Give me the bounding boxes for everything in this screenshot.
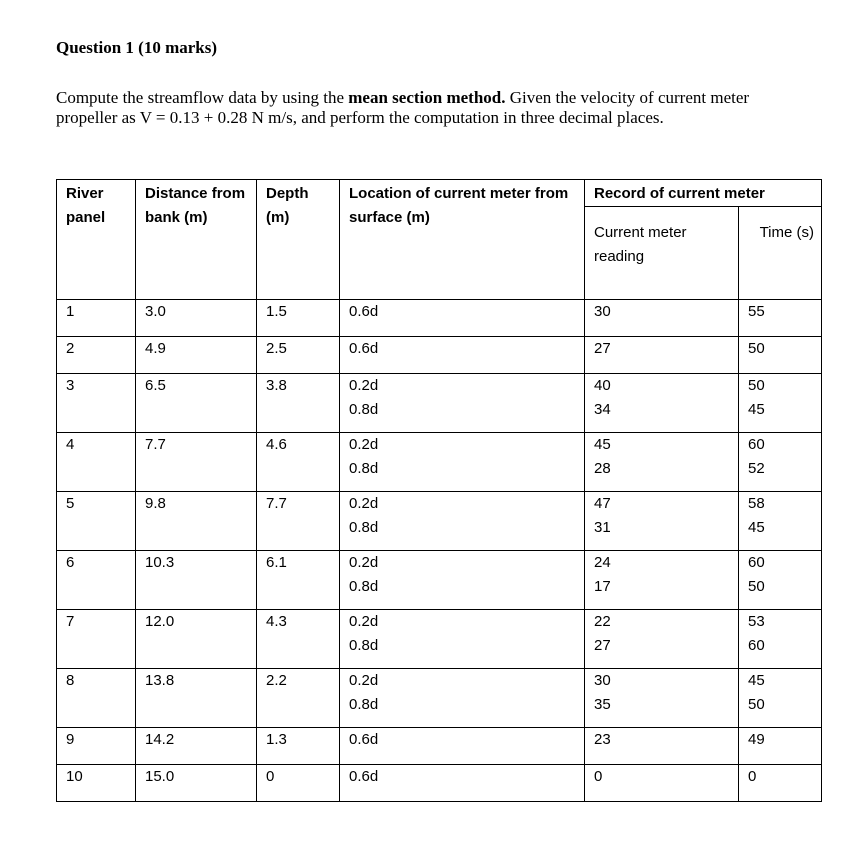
cell-location-value-2: 0.8d xyxy=(349,460,379,477)
table-row xyxy=(57,300,822,337)
method-name: mean section method. xyxy=(348,88,506,107)
header-time: Time (s) xyxy=(739,207,822,300)
cell-reading xyxy=(585,433,739,492)
cell-time-value-2: 45 xyxy=(748,401,765,418)
question-text xyxy=(56,88,786,128)
cell-distance: 13.8 xyxy=(136,669,257,728)
cell-depth: 2.2 xyxy=(257,669,340,728)
cell-location xyxy=(340,492,585,551)
cell-location: 0.6d xyxy=(340,337,585,374)
cell-time xyxy=(739,492,822,551)
cell-time-value-1: 53 xyxy=(748,613,765,630)
cell-distance: 7.7 xyxy=(136,433,257,492)
cell-location-value-1: 0.2d xyxy=(349,436,379,453)
cell-location: 0.6d xyxy=(340,300,585,337)
cell-location-value-1: 0.2d xyxy=(349,554,379,571)
cell-time: 0 xyxy=(739,765,822,802)
cell-time-value-1: 60 xyxy=(748,436,765,453)
cell-reading xyxy=(585,374,739,433)
cell-depth: 0 xyxy=(257,765,340,802)
cell-location-value-1: 0.2d xyxy=(349,613,379,630)
table-row xyxy=(57,610,822,669)
cell-reading: 30 xyxy=(585,300,739,337)
cell-time: 50 xyxy=(739,337,822,374)
cell-location xyxy=(340,669,585,728)
streamflow-table xyxy=(56,179,822,802)
cell-distance: 4.9 xyxy=(136,337,257,374)
cell-depth: 1.5 xyxy=(257,300,340,337)
cell-location: 0.6d xyxy=(340,765,585,802)
header-record: Record of current meter xyxy=(585,180,822,207)
cell-distance: 15.0 xyxy=(136,765,257,802)
cell-time: 55 xyxy=(739,300,822,337)
cell-depth: 4.6 xyxy=(257,433,340,492)
header-distance: Distance from bank (m) xyxy=(136,180,257,300)
cell-panel: 3 xyxy=(57,374,136,433)
cell-distance: 6.5 xyxy=(136,374,257,433)
cell-reading-value-1: 40 xyxy=(594,377,611,394)
cell-location xyxy=(340,433,585,492)
header-river-panel: River panel xyxy=(57,180,136,300)
table-row xyxy=(57,669,822,728)
cell-location-value-1: 0.2d xyxy=(349,377,379,394)
cell-time-value-2: 60 xyxy=(748,637,765,654)
cell-reading-value-2: 31 xyxy=(594,519,611,536)
cell-reading-value-2: 34 xyxy=(594,401,611,418)
question-title: Question 1 (10 marks) xyxy=(56,38,218,57)
cell-time xyxy=(739,433,822,492)
table-row xyxy=(57,337,822,374)
cell-panel: 8 xyxy=(57,669,136,728)
cell-time xyxy=(739,610,822,669)
header-current-meter-reading: Current meter reading xyxy=(585,207,739,300)
cell-location xyxy=(340,610,585,669)
cell-reading: 0 xyxy=(585,765,739,802)
table-row xyxy=(57,728,822,765)
cell-depth: 4.3 xyxy=(257,610,340,669)
cell-distance: 10.3 xyxy=(136,551,257,610)
question-text-before: Compute the streamflow data by using the xyxy=(56,88,349,107)
cell-location xyxy=(340,551,585,610)
cell-location-value-1: 0.2d xyxy=(349,495,379,512)
cell-depth: 1.3 xyxy=(257,728,340,765)
table-row xyxy=(57,492,822,551)
cell-time: 49 xyxy=(739,728,822,765)
cell-reading-value-2: 17 xyxy=(594,578,611,595)
cell-location-value-1: 0.2d xyxy=(349,672,379,689)
cell-location xyxy=(340,374,585,433)
cell-depth: 6.1 xyxy=(257,551,340,610)
cell-time-value-2: 50 xyxy=(748,578,765,595)
cell-reading xyxy=(585,492,739,551)
cell-time-value-2: 45 xyxy=(748,519,765,536)
cell-time-value-1: 60 xyxy=(748,554,765,571)
cell-panel: 7 xyxy=(57,610,136,669)
table-row xyxy=(57,551,822,610)
cell-time-value-1: 45 xyxy=(748,672,765,689)
cell-time xyxy=(739,374,822,433)
cell-location-value-2: 0.8d xyxy=(349,696,379,713)
cell-panel: 1 xyxy=(57,300,136,337)
cell-time xyxy=(739,551,822,610)
header-location: Location of current meter from surface (m) xyxy=(340,180,585,300)
cell-distance: 3.0 xyxy=(136,300,257,337)
header-depth: Depth (m) xyxy=(257,180,340,300)
cell-reading-value-2: 28 xyxy=(594,460,611,477)
cell-reading-value-1: 47 xyxy=(594,495,611,512)
cell-reading xyxy=(585,551,739,610)
cell-reading-value-2: 27 xyxy=(594,637,611,654)
cell-time-value-1: 58 xyxy=(748,495,765,512)
cell-panel: 9 xyxy=(57,728,136,765)
cell-reading-value-1: 24 xyxy=(594,554,611,571)
cell-distance: 9.8 xyxy=(136,492,257,551)
cell-reading-value-2: 35 xyxy=(594,696,611,713)
table-row xyxy=(57,433,822,492)
table-header-row xyxy=(57,180,822,207)
cell-time-value-2: 50 xyxy=(748,696,765,713)
cell-depth: 2.5 xyxy=(257,337,340,374)
cell-depth: 7.7 xyxy=(257,492,340,551)
cell-location-value-2: 0.8d xyxy=(349,578,379,595)
cell-reading: 27 xyxy=(585,337,739,374)
cell-reading: 23 xyxy=(585,728,739,765)
cell-distance: 14.2 xyxy=(136,728,257,765)
cell-location-value-2: 0.8d xyxy=(349,519,379,536)
cell-panel: 5 xyxy=(57,492,136,551)
cell-time-value-2: 52 xyxy=(748,460,765,477)
cell-reading xyxy=(585,669,739,728)
cell-location-value-2: 0.8d xyxy=(349,401,379,418)
cell-time xyxy=(739,669,822,728)
cell-time-value-1: 50 xyxy=(748,377,765,394)
cell-distance: 12.0 xyxy=(136,610,257,669)
table-row xyxy=(57,765,822,802)
cell-depth: 3.8 xyxy=(257,374,340,433)
cell-location-value-2: 0.8d xyxy=(349,637,379,654)
cell-panel: 4 xyxy=(57,433,136,492)
cell-panel: 2 xyxy=(57,337,136,374)
cell-reading xyxy=(585,610,739,669)
cell-panel: 6 xyxy=(57,551,136,610)
cell-reading-value-1: 22 xyxy=(594,613,611,630)
cell-reading-value-1: 30 xyxy=(594,672,611,689)
cell-panel: 10 xyxy=(57,765,136,802)
cell-reading-value-1: 45 xyxy=(594,436,611,453)
question-text-after: Given the velocity of current meter propeller as V = 0.13 + 0.28 N m/s, and perform the computation in three decimal places. xyxy=(56,88,750,127)
table-row xyxy=(57,374,822,433)
cell-location: 0.6d xyxy=(340,728,585,765)
